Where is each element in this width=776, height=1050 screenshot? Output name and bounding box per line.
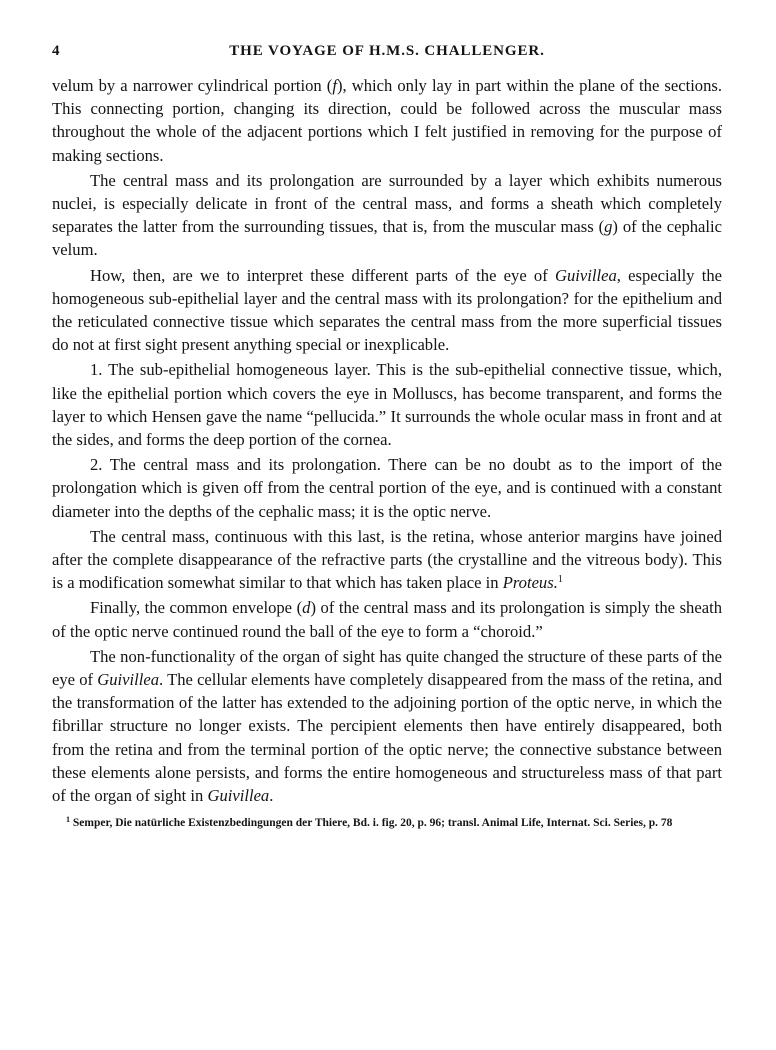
body-text	[52, 74, 722, 807]
footnote-marker: 1	[66, 815, 70, 825]
page-number: 4	[52, 43, 61, 59]
paragraph-3: How, then, are we to interpret these different parts of the eye of Guivillea, especially the homogeneous sub-epithelial layer and the central mass with its prolongation? for the epithelium and the reticulated connective tissue which separates the central mass from the more superficial tissues do not at first sight present anything special or inexplicable.	[52, 265, 722, 355]
paragraph-8: The non-functionality of the organ of sight has quite changed the structure of these parts of the eye of Guivillea. The cellular elements have completely disappeared from the mass of the retina, and the transformation of the latter has extended to the adjoining portion of the optic nerve, in which the fibrillar structure no longer exists. The percipient elements then have entirely disappeared, both from the retina and from the terminal portion of the optic nerve; the connective substance between these elements alone persists, and forms the entire homogeneous and structureless mass of that part of the organ of sight in Guivillea.	[52, 646, 722, 806]
footnote-text: Semper, Die natürliche Existenzbedingungen der Thiere, Bd. i. fig. 20, p. 96; transl. Animal Life, Internat. Sci. Series, p. 78	[72, 817, 673, 830]
paragraph-6: The central mass, continuous with this last, is the retina, whose anterior margins have joined after the complete disappearance of the refractive parts (the crystalline and the vitreous body). This is a modification somewhat similar to that which has taken place in Proteus.$^1$	[52, 526, 722, 593]
paragraph-4: 1. The sub-epithelial homogeneous layer. This is the sub-epithelial connective tissue, which, like the epithelial portion which covers the eye in Molluscs, has become transparent, and forms the layer to which Hensen gave the name “pellucida.” It surrounds the whole ocular mass in front and at the sides, and forms the deep portion of the cornea.	[52, 360, 722, 450]
page	[52, 38, 722, 831]
paragraph-7: Finally, the common envelope (d) of the central mass and its prolongation is simply the sheath of the optic nerve continued round the ball of the eye to form a “choroid.”	[52, 598, 722, 641]
footnote-reference: 1	[557, 574, 563, 586]
running-header	[52, 38, 722, 64]
paragraph-1: velum by a narrower cylindrical portion (f), which only lay in part within the plane of the sections. This connecting portion, changing its direction, could be followed across the muscular mass throughout the whole of the adjacent portions which I felt justified in removing for the purpose of making sections.	[52, 76, 723, 165]
paragraph-2: The central mass and its prolongation are surrounded by a layer which exhibits numerous nuclei, is especially delicate in front of the central mass, and forms a sheath which completely separates the latter from the surrounding tissues, that is, from the muscular mass (g) of the cephalic velum.	[52, 170, 722, 260]
paragraph-5: 2. The central mass and its prolongation. There can be no doubt as to the import of the prolongation which is given off from the central portion of the eye, and is continued with a constant diameter into the depths of the cephalic mass; it is the optic nerve.	[52, 455, 722, 521]
footnote	[52, 815, 722, 831]
running-title: THE VOYAGE OF H.M.S. CHALLENGER.	[229, 43, 545, 59]
